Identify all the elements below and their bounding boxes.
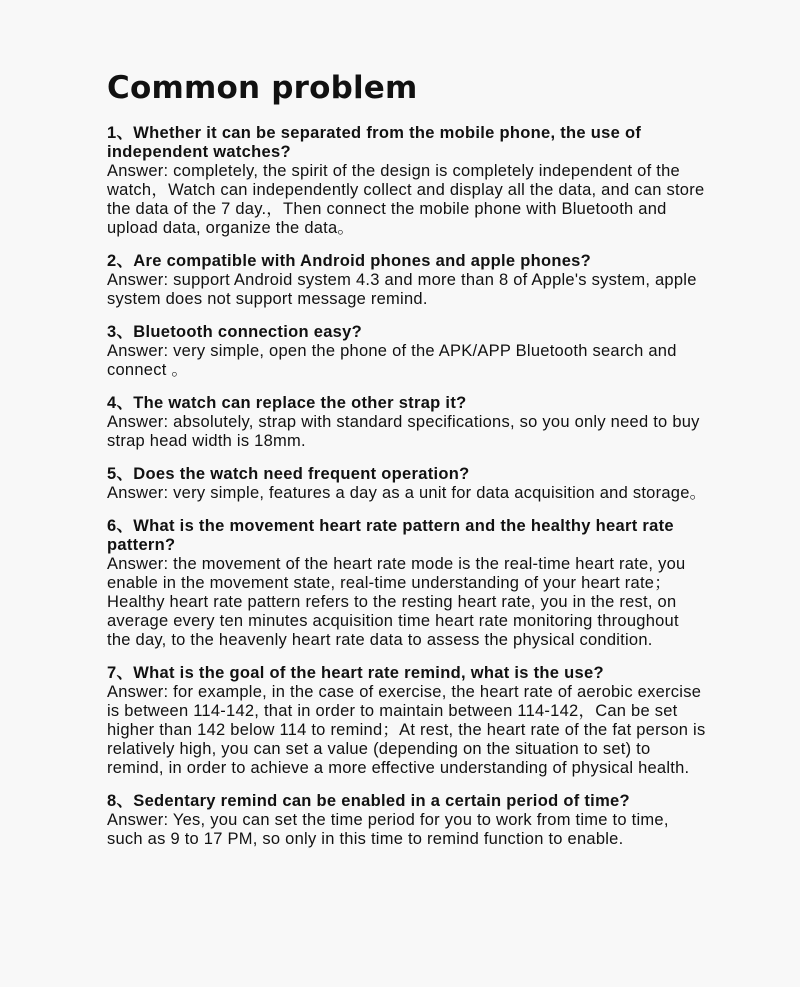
faq-question-1: 1、Whether it can be separated from the mobile phone, the use of independent watches? — [107, 124, 642, 161]
faq-item-4 — [107, 394, 707, 451]
faq-answer-5: Answer: very simple, features a day as a unit for data acquisition and storage。 — [107, 484, 707, 502]
faq-item-2 — [107, 252, 707, 309]
faq-answer-2: Answer: support Android system 4.3 and more than 8 of Apple's system, apple system does not support message remind. — [107, 271, 697, 308]
faq-question-3: 3、Bluetooth connection easy? — [107, 323, 363, 341]
faq-question-6: 6、What is the movement heart rate pattern and the healthy heart rate pattern? — [107, 517, 674, 554]
faq-question-2: 2、Are compatible with Android phones and apple phones? — [107, 252, 592, 270]
faq-answer-3: Answer: very simple, open the phone of the APK/APP Bluetooth search and connect 。 — [107, 342, 677, 379]
faq-question-4: 4、The watch can replace the other strap it? — [107, 394, 467, 412]
faq-answer-8: Answer: Yes, you can set the time period for you to work from time to time, such as 9 to 17 PM, so only in this time to remind function to enable. — [107, 811, 669, 848]
faq-item-1 — [107, 124, 707, 238]
faq-item-7 — [107, 664, 707, 778]
faq-list — [107, 124, 720, 849]
faq-item-3 — [107, 323, 707, 380]
faq-answer-4: Answer: absolutely, strap with standard specifications, so you only need to buy strap head width is 18mm. — [107, 413, 700, 450]
faq-answer-6: Answer: the movement of the heart rate mode is the real-time heart rate, you enable in the movement state, real-time understanding of your heart rate；Healthy heart rate pattern refers to the resting heart rate, you in the rest, on average every ten minutes acquisition time heart rate monitoring throughout the day, to the heavenly heart rate data to assess the physical condition. — [107, 555, 686, 649]
faq-question-5: 5、Does the watch need frequent operation? — [107, 465, 470, 483]
page-title: Common problem — [107, 70, 418, 106]
faq-answer-7: Answer: for example, in the case of exercise, the heart rate of aerobic exercise is between 114-142, that in order to maintain between 114-142，Can be set higher than 142 below 114 to remind；At rest, the heart rate of the fat person is relatively high, you can set a value (depending on the situation to set) to remind, in order to achieve a more effective understanding of physical health. — [107, 683, 706, 777]
faq-item-5 — [107, 465, 707, 503]
faq-answer-1: Answer: completely, the spirit of the design is completely independent of the watch，Watch can independently collect and display all the data, and can store the data of the 7 day.，Then connect the mobile phone with Bluetooth and upload data, organize the data。 — [107, 162, 705, 237]
faq-question-8: 8、Sedentary remind can be enabled in a certain period of time? — [107, 792, 630, 810]
faq-item-8 — [107, 792, 707, 849]
faq-question-7: 7、What is the goal of the heart rate remind, what is the use? — [107, 664, 604, 682]
faq-item-6 — [107, 517, 707, 650]
